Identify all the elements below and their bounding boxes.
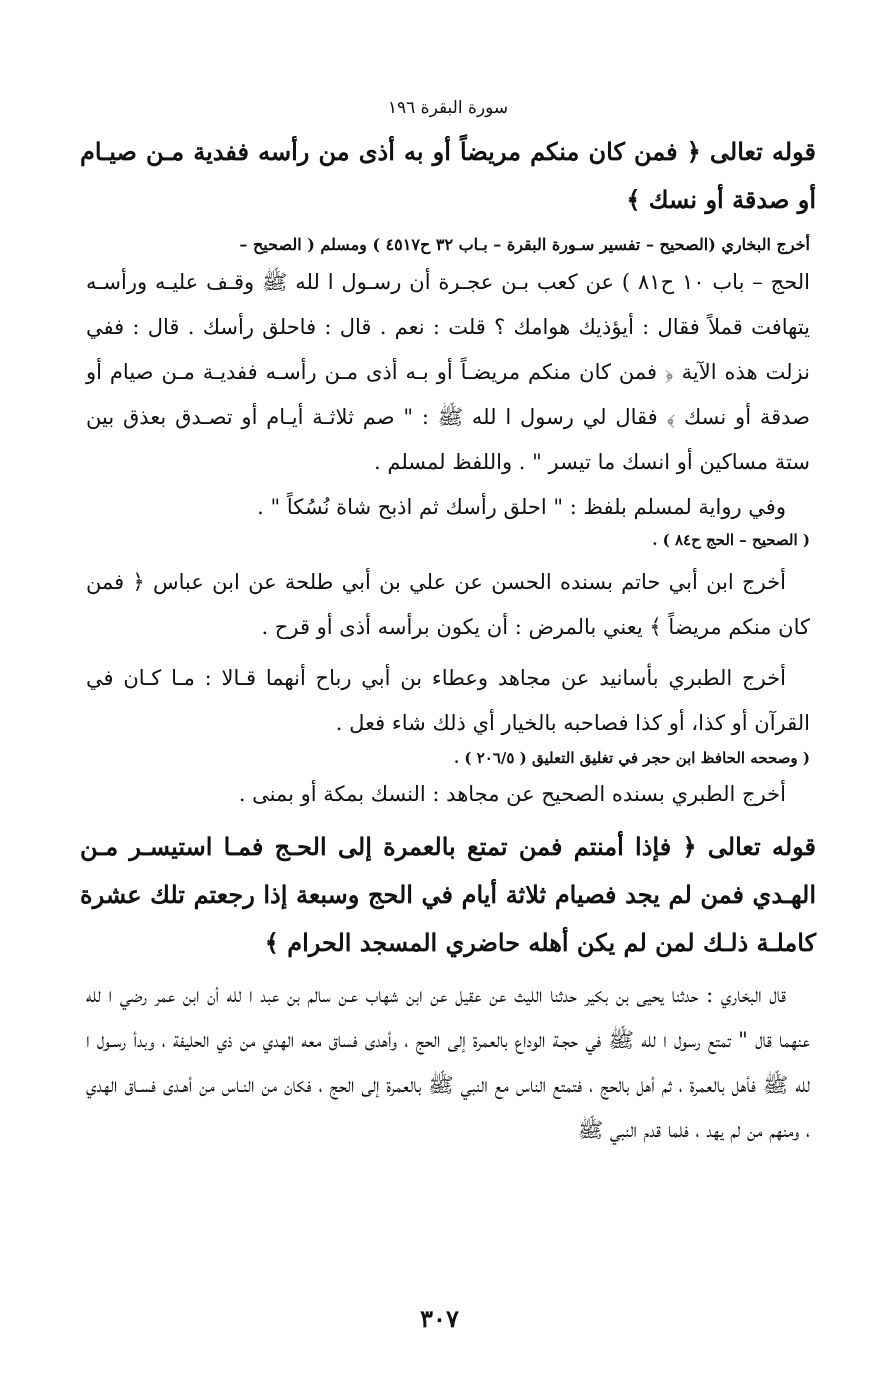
muslim-narration: وفي رواية لمسلم بلفظ : " احلق رأسك ثم اذبح شاة نُسُكاً " . (257, 495, 786, 519)
page-content (80, 96, 816, 1153)
bukhari-reference-line: أخرج البخاري (الصحيح – تفسير سـورة البقرة – بـاب ٣٢ ح٤٥١٧ ) ومسلم ( الصحيح – (239, 235, 810, 254)
bukhari-paragraph-2: قال البخاري : حدثنا يحيى بن بكير حدثنا الليث عن عقيل عن ابن شهاب عـن سالم بن عبد ا لله أن ابن عمر رضي ا لله عنهما قال " تمتع رسول ا لله ﷺ في حجـة الوداع بالعمرة إلى الحج ، وأهدى فساق معه الهدي من ذي الحليفة ، وبدأ رسـول ا لله ﷺ فأهل بالعمرة ، ثم أهل بالحج ، فتمتع الناس مع النبي ﷺ بالعمرة إلى الحج ، فكان من النـاس من أهـدى فسـاق الهدي ، ومنهم من لم يهد ، فلما قدم النبي ﷺ (86, 983, 810, 1142)
verse-heading-1: قوله تعالى ﴿ فمن كان منكم مريضاً أو به أذى من رأسه ففدية مـن صيـام أو صدقة أو نسك ﴾ (80, 137, 816, 214)
tabari-paragraph-1: أخرج الطبري بأسانيد عن مجاهد وعطاء بن أبي رباح أنهما قـالا : مـا كـان في القرآن أو كذا، أو كذا فصاحبه بالخيار أي ذلك شاء فعل . (86, 666, 810, 735)
tabari-reference: ( وصححه الحافظ ابن حجر في تغليق التعليق ( ٢٠٦/٥ ) . (453, 749, 810, 767)
verse-heading-2: قوله تعالى ﴿ فإذا أمنتم فمن تمتع بالعمرة إلى الحـج فمـا استيسـر مـن الهـدي فمن لم يجد فصيام ثلاثة أيام في الحج وسبعة إذا رجعتم تلك عشرة كاملـة ذلـك لمن لم يكن أهله حاضري المسجد الحرام ﴾ (80, 832, 816, 957)
muslim-reference: ( الصحيح – الحج ح٨٤ ) . (652, 531, 810, 549)
hadith-paragraph-1: الحج – باب ١٠ ح٨١ ) عن كعب بـن عجـرة أن رسـول ا لله ﷺ وقـف عليـه ورأسـه يتهافت قملاً فقال : أيؤذيك هوامك ؟ قلت : نعم . قال : فاحلق رأسك . قال : ففي نزلت هذه الآية ﴿ فمن كان منكم مريضـاً أو بـه أذى مـن رأسـه ففديـة مـن صيام أو صدقة أو نسك ﴾ فقال لي رسول ا لله ﷺ : " صم ثلاثـة أيـام أو تصـدق بعذق بين ستة مساكين أو انسك ما تيسر " . واللفظ لمسلم . (86, 270, 810, 474)
tabari-paragraph-2: أخرج الطبري بسنده الصحيح عن مجاهد : النسك بمكة أو بمنى . (238, 782, 786, 806)
page-header: سورة البقرة ١٩٦ (387, 98, 509, 118)
page-number: ٣٠٧ (420, 1304, 459, 1333)
ibn-abi-hatim-paragraph: أخرج ابن أبي حاتم بسنده الحسن عن علي بن أبي طلحة عن ابن عباس ﴿ فمن كان منكم مريضاً ﴾ يعني بالمرض : أن يكون برأسه أذى أو قرح . (86, 570, 810, 639)
